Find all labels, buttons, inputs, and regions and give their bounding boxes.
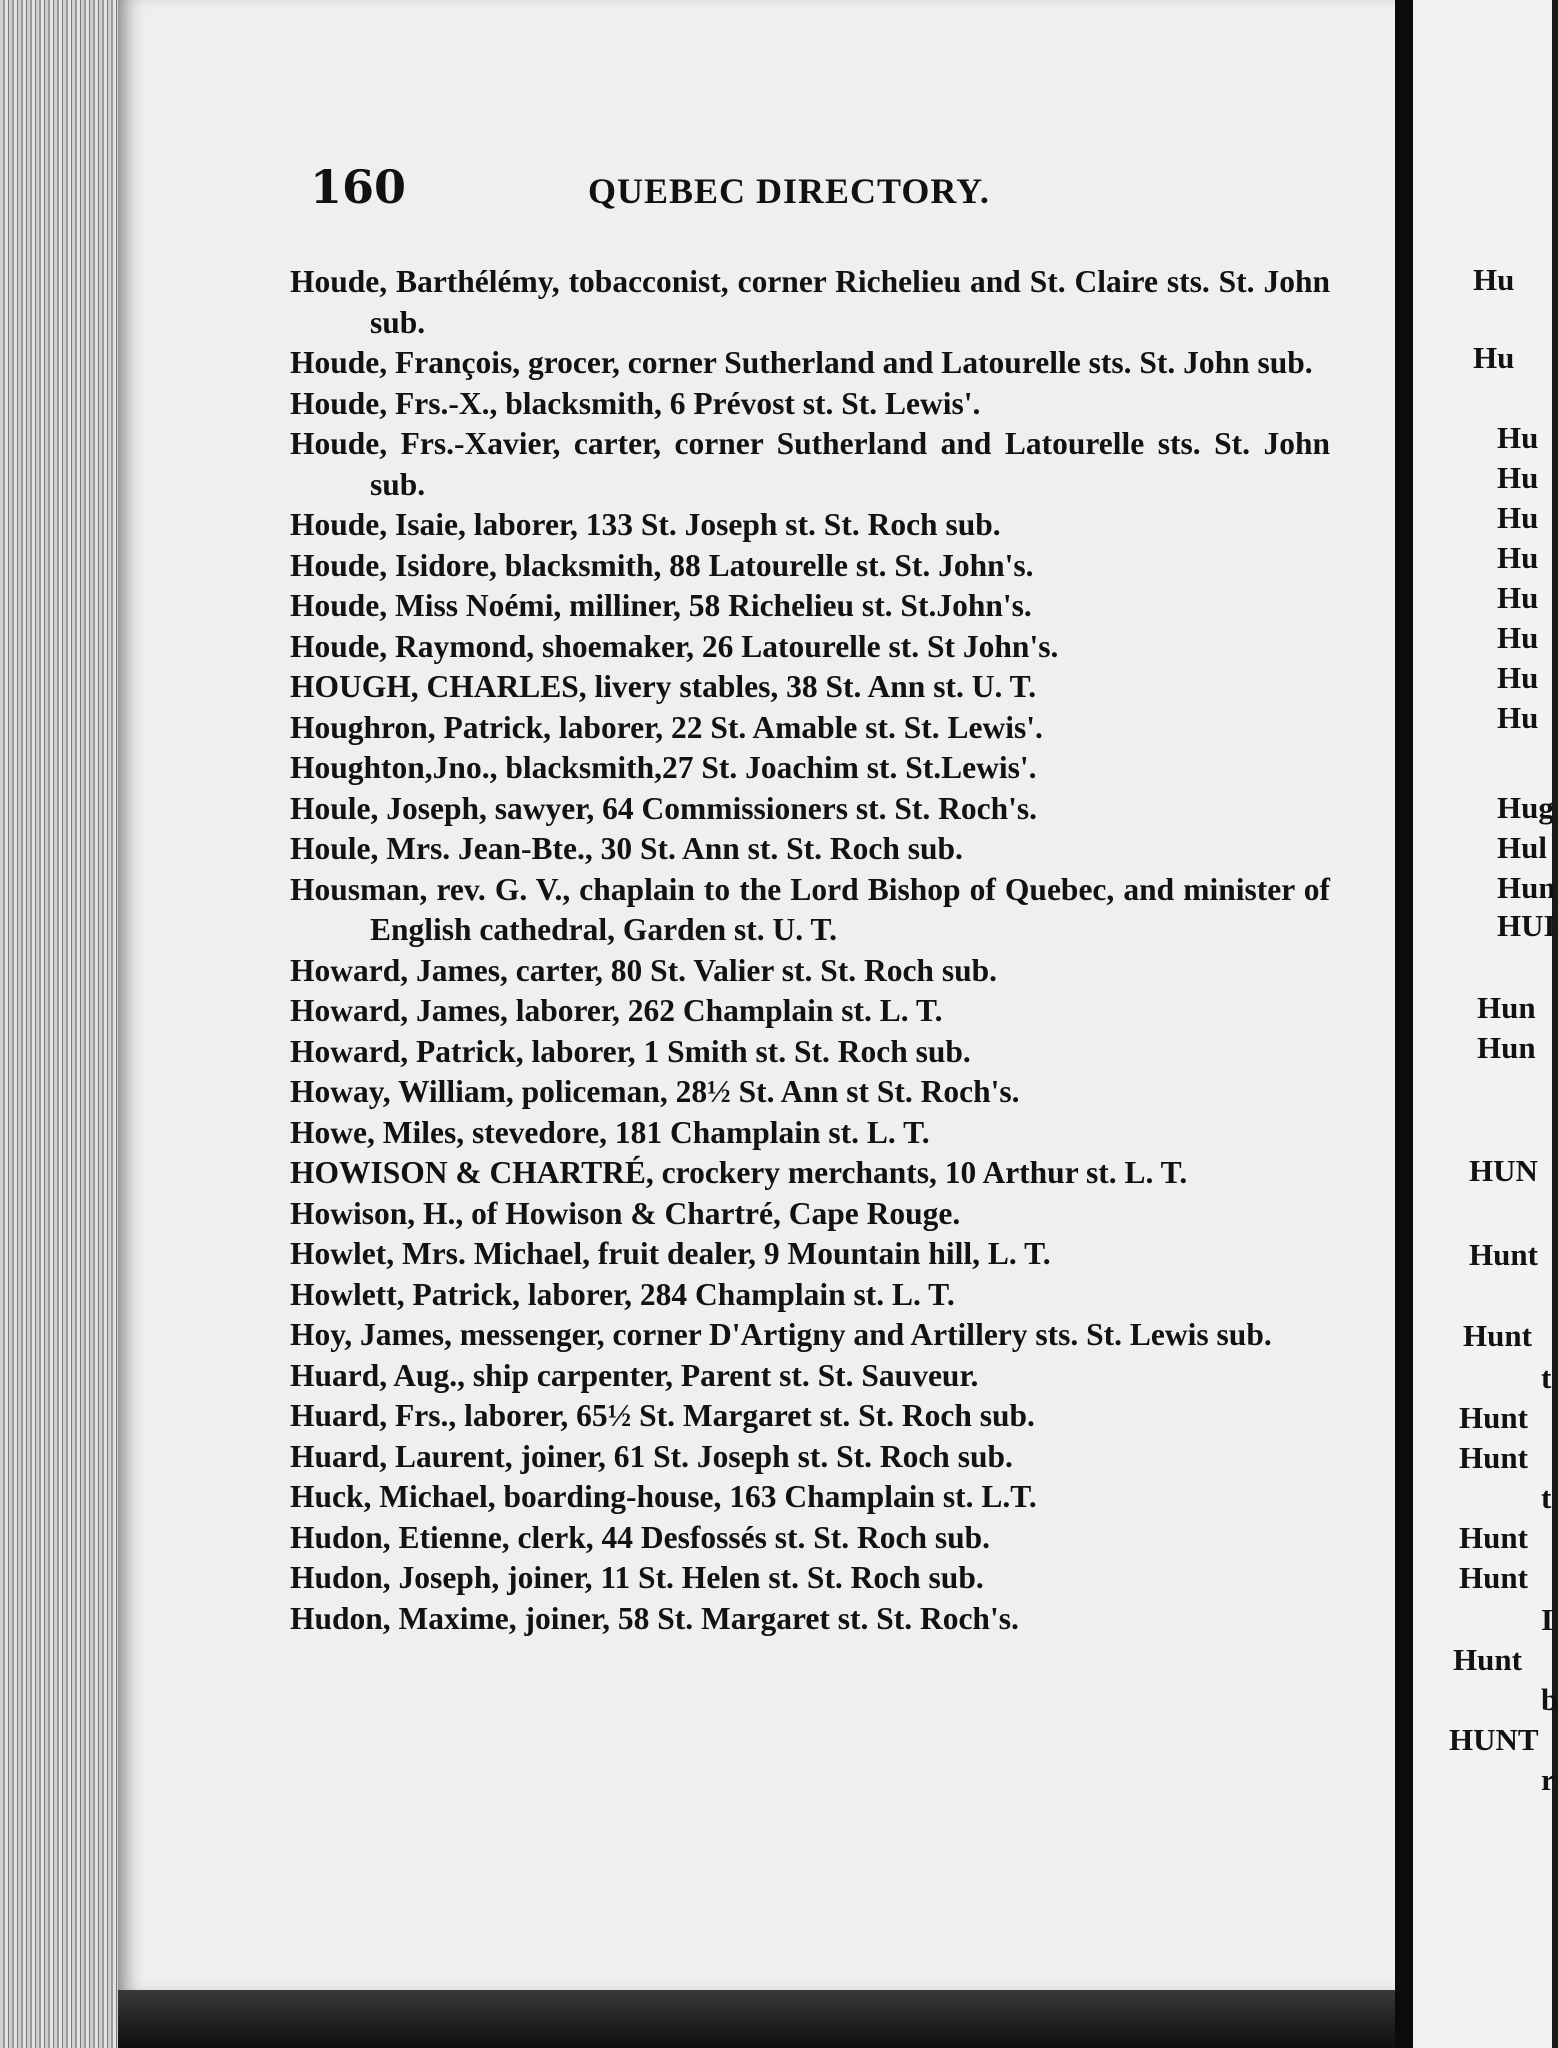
directory-entry: Howlet, Mrs. Michael, fruit dealer, 9 Mountain hill, L. T. [290, 1236, 1051, 1271]
book-gutter [1395, 0, 1413, 2048]
facing-fragment: HUI [1497, 908, 1556, 943]
facing-fragment: Hu [1497, 620, 1539, 655]
directory-entry: Huard, Frs., laborer, 65½ St. Margaret st. St. Roch sub. [290, 1398, 1035, 1433]
facing-fragment: Hu [1473, 262, 1515, 297]
directory-entry: HOWISON & CHARTRÉ, crockery merchants, 10 Arthur st. L. T. [290, 1155, 1188, 1190]
directory-entry: Hudon, Etienne, clerk, 44 Desfossés st. St. Roch sub. [290, 1519, 991, 1555]
running-title: QUEBEC DIRECTORY. [588, 171, 990, 211]
directory-entry: Howard, Patrick, laborer, 1 Smith st. St. Roch sub. [290, 1033, 971, 1069]
facing-fragment: Hul [1497, 830, 1547, 865]
facing-fragment: Hunt [1453, 1642, 1522, 1677]
directory-entry: Houde, Barthélémy, tobacconist, corner Richelieu and St. Claire sts. St. John sub. [290, 264, 1330, 340]
facing-fragment: b [1541, 1682, 1558, 1717]
facing-fragment: Hun [1477, 990, 1536, 1025]
directory-entry: Houde, Frs.-X., blacksmith, 6 Prévost st. St. Lewis'. [290, 385, 981, 421]
facing-fragment: Hunt [1459, 1440, 1528, 1475]
directory-entry: Houde, Raymond, shoemaker, 26 Latourelle st. St John's. [290, 628, 1059, 664]
directory-entry: Hudon, Maxime, joiner, 58 St. Margaret st. St. Roch's. [290, 1600, 1019, 1636]
facing-fragment: HUNT [1449, 1722, 1539, 1757]
facing-page [1413, 0, 1558, 2048]
facing-fragment: Hu [1497, 540, 1539, 575]
facing-fragment: Hu [1497, 700, 1539, 735]
directory-entry: Houghton,Jno., blacksmith,27 St. Joachim st. St.Lewis'. [290, 750, 1037, 785]
facing-fragment: Hunt [1459, 1520, 1528, 1555]
facing-fragment: I [1541, 1602, 1554, 1637]
directory-entry: Houde, Miss Noémi, milliner, 58 Richelieu st. St.John's. [290, 588, 1032, 623]
directory-entry: Howard, James, laborer, 262 Champlain st. L. T. [290, 993, 943, 1028]
directory-entry: Houle, Joseph, sawyer, 64 Commissioners st. St. Roch's. [290, 790, 1037, 826]
facing-fragment: r [1541, 1762, 1555, 1797]
facing-fragment: Hu [1473, 340, 1515, 375]
facing-fragment: Hunt [1459, 1400, 1528, 1435]
facing-fragment: Hunt [1459, 1560, 1528, 1595]
facing-fragment: t [1541, 1480, 1552, 1515]
directory-entry: Huck, Michael, boarding-house, 163 Champlain st. L.T. [290, 1479, 1037, 1514]
directory-entry: Howison, H., of Howison & Chartré, Cape Rouge. [290, 1195, 961, 1231]
directory-entries [290, 262, 1330, 1639]
facing-fragment: Hu [1497, 660, 1539, 695]
page-edge-stack [0, 0, 130, 2048]
directory-entry: Hoy, James, messenger, corner D'Artigny and Artillery sts. St. Lewis sub. [290, 1317, 1272, 1352]
facing-fragment: Hu [1497, 500, 1539, 535]
facing-fragment: Hu [1497, 420, 1539, 455]
directory-entry: Howe, Miles, stevedore, 181 Champlain st. L. T. [290, 1114, 930, 1150]
facing-fragment: Hunt [1463, 1318, 1532, 1353]
facing-fragment: t [1541, 1360, 1552, 1395]
directory-entry: Houghron, Patrick, laborer, 22 St. Amable st. St. Lewis'. [290, 709, 1043, 745]
directory-entry: Houde, Frs.-Xavier, carter, corner Sutherland and Latourelle sts. St. John sub. [290, 426, 1330, 502]
facing-fragment: HUN [1469, 1153, 1538, 1188]
directory-entry: Houle, Mrs. Jean-Bte., 30 St. Ann st. St. Roch sub. [290, 831, 963, 866]
facing-fragment: Hu [1497, 580, 1539, 615]
directory-entry: Housman, rev. G. V., chaplain to the Lord Bishop of Quebec, and minister of English cathedral, Garden st. U. T. [290, 871, 1330, 947]
directory-entry: Huard, Aug., ship carpenter, Parent st. St. Sauveur. [290, 1357, 979, 1393]
facing-fragment: Hun [1477, 1030, 1536, 1065]
bottom-shadow [118, 1990, 1408, 2048]
directory-entry: Huard, Laurent, joiner, 61 St. Joseph st. St. Roch sub. [290, 1438, 1013, 1474]
facing-fragment: Hug [1497, 790, 1554, 825]
facing-fragment: Hu [1497, 460, 1539, 495]
facing-fragment: Hun [1497, 870, 1556, 905]
directory-entry: Howay, William, policeman, 28½ St. Ann st St. Roch's. [290, 1074, 1020, 1109]
page-header [310, 160, 1300, 220]
directory-entry: Howard, James, carter, 80 St. Valier st. St. Roch sub. [290, 952, 997, 988]
directory-entry: Howlett, Patrick, laborer, 284 Champlain st. L. T. [290, 1276, 955, 1312]
page-number: 160 [310, 160, 407, 214]
directory-entry: HOUGH, CHARLES, livery stables, 38 St. Ann st. U. T. [290, 669, 1037, 704]
directory-entry: Houde, François, grocer, corner Sutherland and Latourelle sts. St. John sub. [290, 345, 1313, 380]
directory-entry: Houde, Isaie, laborer, 133 St. Joseph st. St. Roch sub. [290, 507, 1001, 542]
directory-entry: Hudon, Joseph, joiner, 11 St. Helen st. St. Roch sub. [290, 1560, 984, 1595]
directory-entry: Houde, Isidore, blacksmith, 88 Latourelle st. St. John's. [290, 547, 1034, 583]
facing-fragment: Hunt [1469, 1237, 1538, 1272]
